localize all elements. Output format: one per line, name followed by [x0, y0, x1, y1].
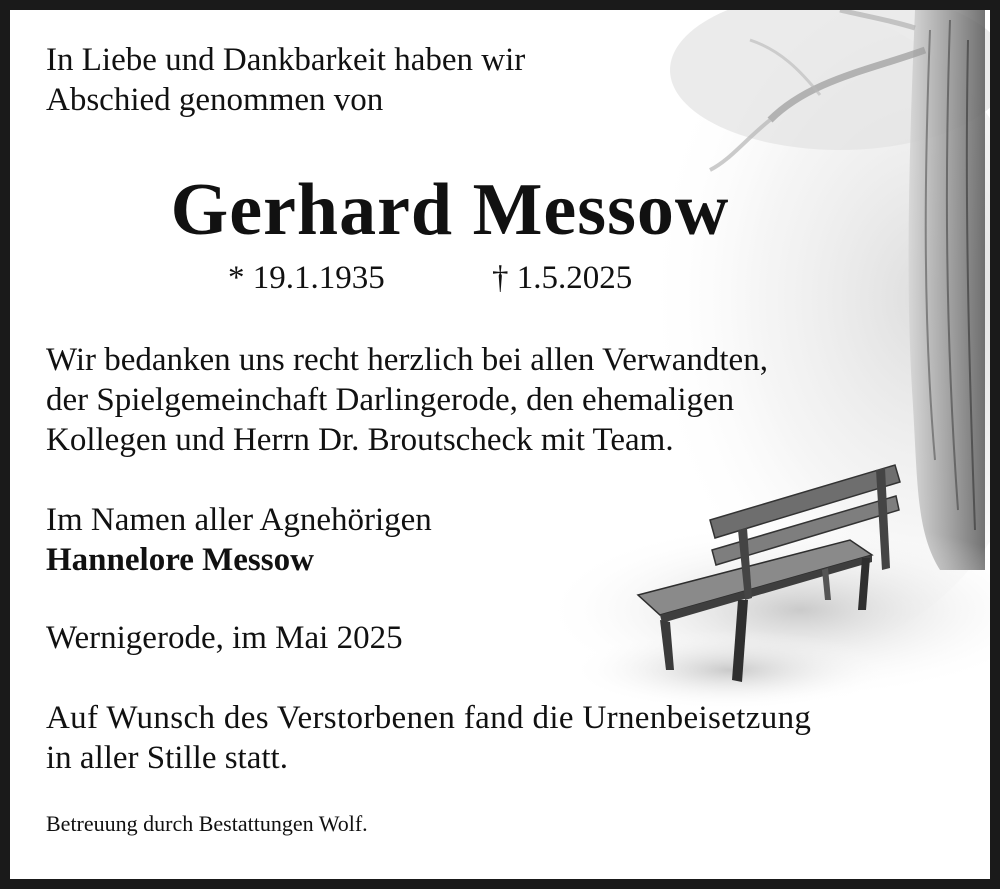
wish-line: Auf Wunsch des Verstorbenen fand die Urnenbeisetzung	[46, 700, 812, 736]
wish-text	[46, 698, 811, 778]
thanks-line: der Spielgemeinchaft Darlingerode, den ehemaligen	[46, 382, 735, 418]
family-name: Hannelore Messow	[46, 542, 314, 578]
family-intro: Im Namen aller Agnehörigen	[46, 502, 432, 538]
intro-text	[46, 40, 525, 120]
place-date: Wernigerode, im Mai 2025	[46, 620, 403, 656]
thanks-line: Wir bedanken uns recht herzlich bei allen Verwandten,	[46, 342, 768, 378]
death-date: † 1.5.2025	[492, 260, 633, 296]
wish-line: in aller Stille statt.	[46, 740, 288, 776]
thanks-text	[46, 340, 768, 460]
intro-line: Abschied genommen von	[46, 82, 384, 118]
intro-line: In Liebe und Dankbarkeit haben wir	[46, 42, 526, 78]
deceased-name: Gerhard Messow	[170, 169, 730, 251]
funeral-home-credit: Betreuung durch Bestattungen Wolf.	[46, 811, 368, 836]
thanks-line: Kollegen und Herrn Dr. Broutscheck mit Team.	[46, 422, 674, 458]
birth-date: * 19.1.1935	[228, 260, 385, 296]
